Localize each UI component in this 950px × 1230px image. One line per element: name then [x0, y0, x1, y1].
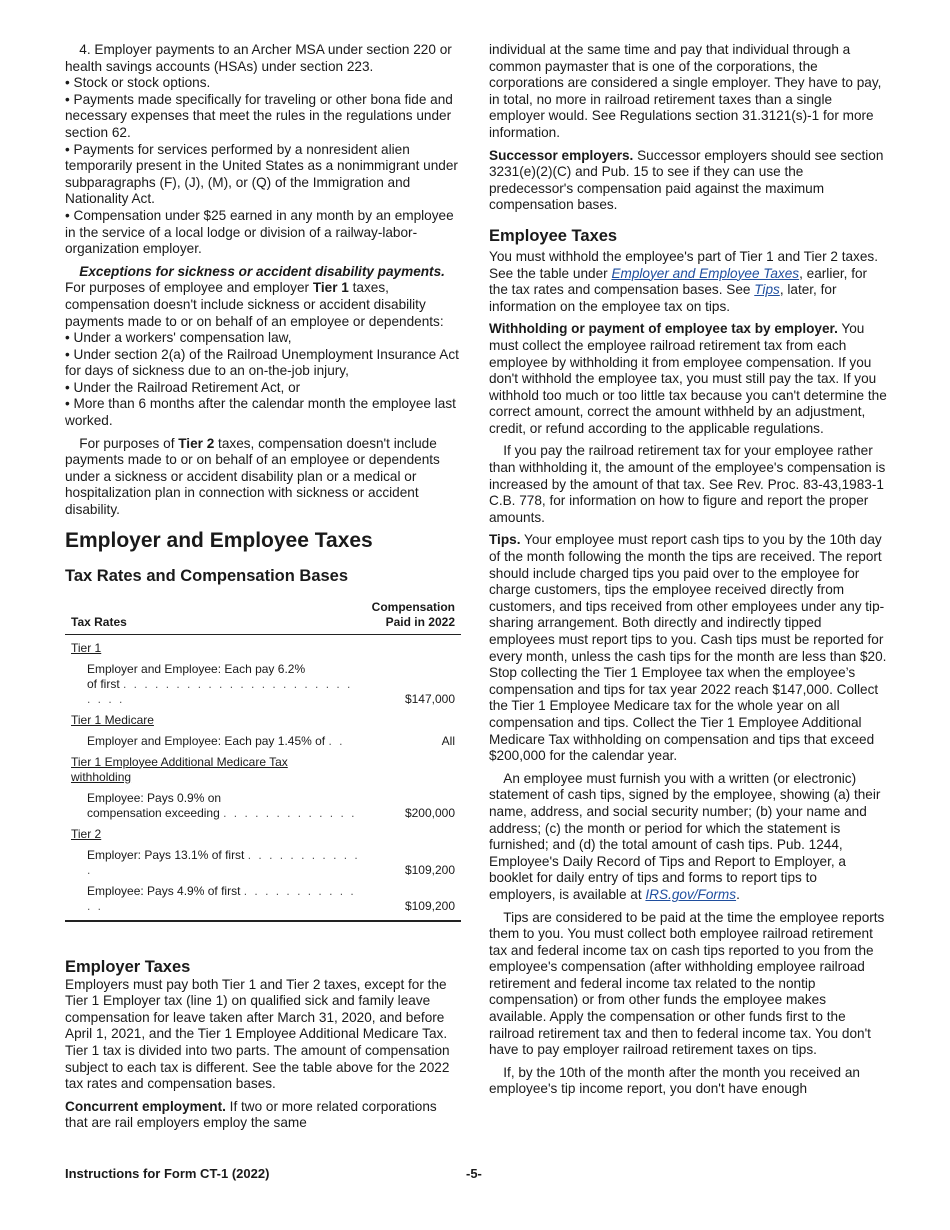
col-compensation: Compensation Paid in 2022	[371, 599, 455, 629]
table-header	[65, 600, 461, 635]
group-tier1-medicare: Tier 1 Medicare	[71, 712, 154, 727]
group-additional-medicare: Tier 1 Employee Additional Medicare Tax withholding	[71, 754, 288, 784]
heading-employer-employee-taxes: Employer and Employee Taxes	[65, 528, 373, 552]
heading-tax-rates: Tax Rates and Compensation Bases	[65, 566, 349, 585]
link-tips[interactable]: Tips	[754, 282, 780, 298]
footer-form-title: Instructions for Form CT-1 (2022)	[65, 1166, 270, 1181]
group-tier1: Tier 1	[71, 640, 102, 655]
employer-taxes-text: Employers must pay both Tier 1 and Tier 2 taxes, except for the Tier 1 Employer tax (line 1) on qualified sick and family leave compensation for leave taken after March 31, 2020, and before April 1, 2021, and the Tier 1 Employee Additional Medicare Tax. Tier 1 tax is divided into two parts. The amount of compensation subject to each tax is different. See the table above for the 2022 tax rates and compensation bases.	[65, 976, 450, 1092]
if-paragraph: If, by the 10th of the month after the month you received an employee's tip income report, you don't have enough	[489, 1064, 860, 1097]
pay-tax-paragraph: If you pay the railroad retirement tax for your employee rather than withholding it, the amount of the employee's compensation is increased by the amount of that tax. See Rev. Proc. 83-43,1983-1 C.B. 778, for information on how to figure and report the proper amounts.	[489, 443, 886, 525]
concurrent-employment: Concurrent employment. If two or more related corporations that are rail employers employ the same	[65, 1098, 437, 1131]
bullet-comp25: • Compensation under $25 earned in any month by an employee in the service of a local lodge or division of a railway-labor-organization employer.	[65, 207, 454, 257]
table-row: Employee: Pays 4.9% of first . . . . . . . . . . . . . $109,200	[87, 883, 455, 913]
exceptions-title: Exceptions for sickness or accident disability payments.	[79, 263, 445, 279]
heading-employee-taxes: Employee Taxes	[489, 226, 618, 245]
heading-employer-taxes: Employer Taxes	[65, 957, 191, 976]
link-employer-employee-taxes[interactable]: Employer and Employee Taxes	[611, 265, 800, 281]
withholding-paragraph: Withholding or payment of employee tax by employer. You must collect the employee railroad retirement tax from each employee by withholding it from employee compensation. If you don't withhold the employee tax, you must still pay the tax. If you withhold too much or too little tax because you can't determine the correct amount, correct the amount withheld by an adjustment, credit, or refund according to the applicable regulations.	[489, 321, 887, 436]
group-tier2: Tier 2	[71, 826, 102, 841]
tips-paragraph: Tips. Your employee must report cash tips to you by the 10th day of the month following the month the tips are received. The report should include charged tips you paid over to the employee for charge customers, tips the employee received directly from customers, and tips received from other employees under any tip-sharing arrangement. Both directly and indirectly tipped employees must report tips to you. Cash tips must be reported for every month, unless the cash tips for the month are less than $20. Stop collecting the Tier 1 Employee tax when the employee’s compensation and tips for tax year 2022 reach $147,000. Collect the Tier 1 Employee Medicare tax for the whole year on all compensation and tips. Collect the Tier 1 Employee Additional Medicare Tax withholding on compensation and tips that exceed $200,000 for the calendar year.	[489, 532, 887, 764]
col-tax-rates: Tax Rates	[71, 614, 127, 629]
right-column	[489, 42, 887, 1098]
bullet-stock: • Stock or stock options.	[65, 75, 211, 91]
exceptions-paragraph: Exceptions for sickness or accident disability payments. For purposes of employee and employer Tier 1 taxes, compensation doesn't include sickness or accident disability payments made to or on behalf of an employee or dependents:	[65, 263, 445, 329]
bullet-travel: • Payments made specifically for traveling or other bona fide and necessary expenses that meet the rules in the regulations under section 62.	[65, 91, 453, 140]
bullet-rra: • Under the Railroad Retirement Act, or	[65, 379, 301, 395]
item-4: 4. Employer payments to an Archer MSA under section 220 or health savings accounts (HSAs) under section 223.	[65, 42, 452, 74]
bullet-nonresident: • Payments for services performed by a nonresident alien temporarily present in the United States as a nonimmigrant under subparagraphs (F), (J), (M), or (Q) of the Immigration and Nationality Act.	[65, 141, 458, 207]
furnish-paragraph: An employee must furnish you with a written (or electronic) statement of cash tips, signed by the employee, showing (a) their name, address, and social security number; (b) your name and address; (c) the month or period for which the statement is furnished; and (d) the total amount of cash tips. Pub. 1244, Employee's Daily Record of Tips and Report to Employer, a booklet for daily entry of tips and forms to report tips to employers, is available at IRS.gov/Forms.	[489, 770, 881, 902]
continued-text: individual at the same time and pay that individual through a common paymaster that is one of the corporations, the corporations are considered a single employer. They have to pay, in total, no more in railroad retirement taxes than a single employer would. See Regulations section 31.3121(s)-1 for more information.	[489, 42, 882, 140]
tier2-paragraph: For purposes of Tier 2 taxes, compensation doesn't include payments made to or on behalf of an employee or dependents under a sickness or accident disability plan or a medical or hospitalization plan in connection with sickness or accident disability.	[65, 435, 440, 518]
table-row: Employer: Pays 13.1% of first . . . . . . . . . . . . $109,200	[87, 847, 455, 877]
bullet-section2a: • Under section 2(a) of the Railroad Unemployment Insurance Act for days of sickness due to an on-the-job injury,	[65, 346, 459, 379]
tax-rates-table	[65, 600, 461, 922]
table-row: Employee: Pays 0.9% on compensation exceeding . . . . . . . . . . . . . $200,000	[87, 790, 455, 820]
footer-page-number: -5-	[466, 1166, 482, 1181]
employee-taxes-text: You must withhold the employee's part of Tier 1 and Tier 2 taxes. See the table under Employer and Employee Taxes, earlier, for the tax rates and compensation bases. See Tips, later, for information on the employee tax on tips.	[489, 248, 878, 314]
bullet-workers: • Under a workers' compensation law,	[65, 330, 292, 346]
tips-paid-paragraph: Tips are considered to be paid at the time the employee reports them to you. You must collect both employee railroad retirement tax and federal income tax on cash tips reported to you from the employee's compensation (after withholding employee railroad retirement and federal income tax related to the nontip compensation) or from other funds the employee makes available. Apply the compensation or other funds first to the railroad retirement tax and then to federal income tax. You don't have to pay employer railroad retirement taxes on tips.	[489, 909, 885, 1058]
left-column	[65, 42, 463, 1132]
table-row: Employer and Employee: Each pay 6.2% of first . . . . . . . . . . . . . . . . . . . . . . . . . . $147,000	[87, 661, 455, 706]
bullet-6months: • More than 6 months after the calendar month the employee last worked.	[65, 396, 456, 429]
successor-employers: Successor employers. Successor employers should see section 3231(e)(2)(C) and Pub. 15 to see if they can use the predecessor's compensation paid against the maximum compensation bases.	[489, 147, 884, 213]
link-irs-forms[interactable]: IRS.gov/Forms	[645, 886, 737, 902]
table-row: Employer and Employee: Each pay 1.45% of . . All	[87, 733, 455, 748]
